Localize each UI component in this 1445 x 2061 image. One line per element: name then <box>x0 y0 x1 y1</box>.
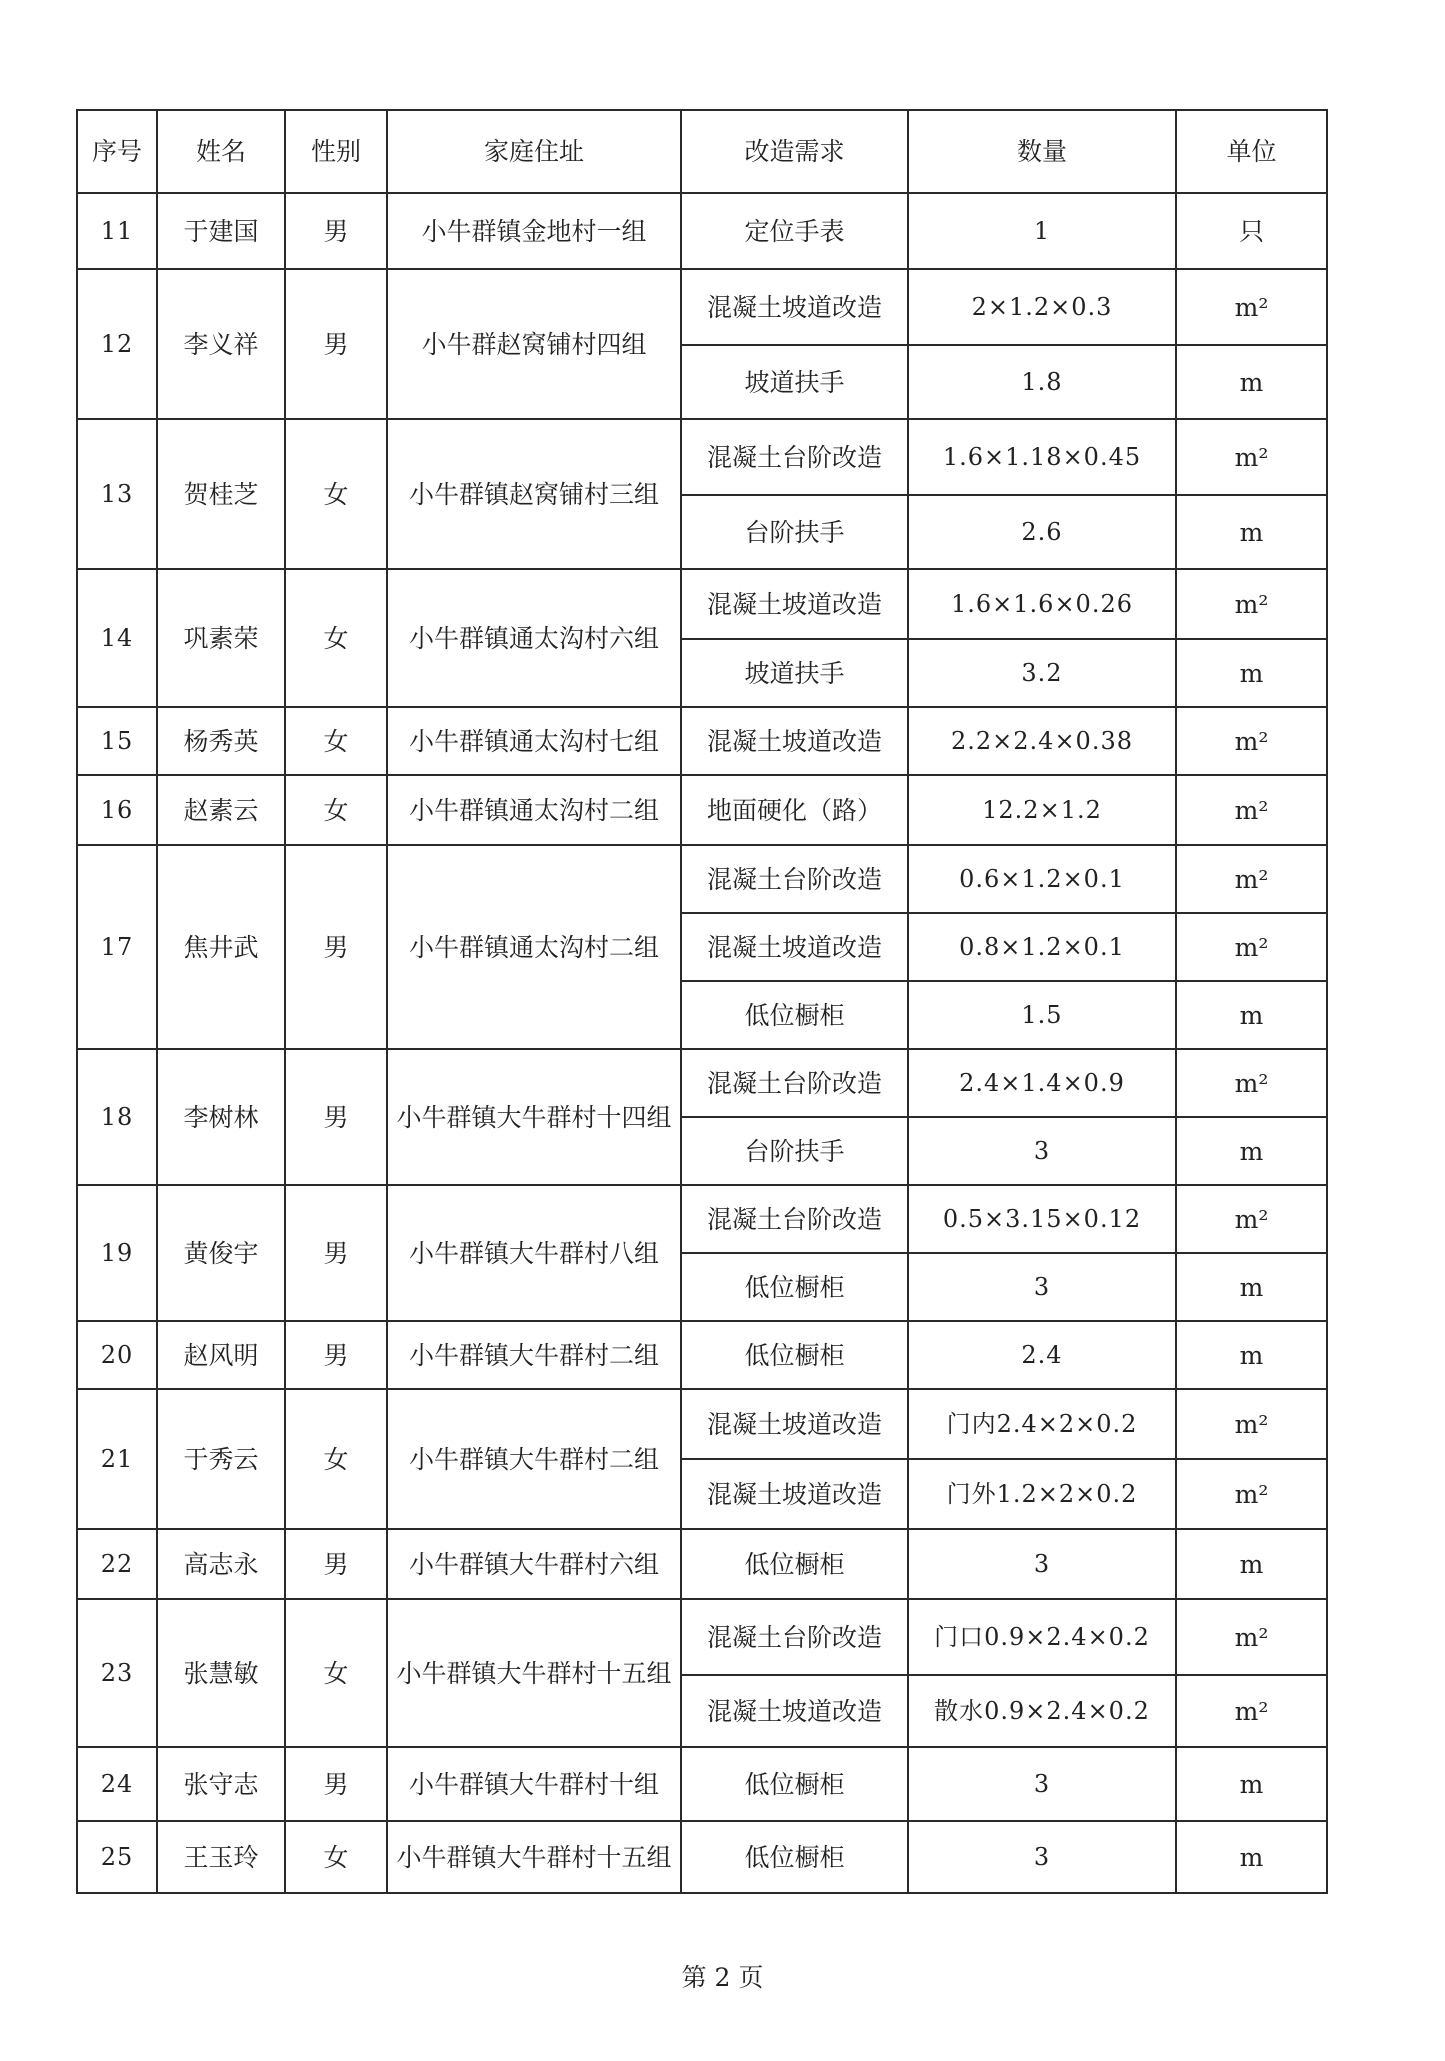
header-cell: 单位 <box>1176 110 1327 193</box>
name-cell: 于建国 <box>157 193 285 269</box>
gender-cell: 女 <box>285 569 387 707</box>
need-cell: 混凝土坡道改造 <box>681 1389 908 1459</box>
name-cell: 贺桂芝 <box>157 419 285 569</box>
gender-cell: 女 <box>285 775 387 845</box>
address-cell: 小牛群镇大牛群村八组 <box>387 1185 681 1321</box>
unit-cell: m <box>1176 1253 1327 1321</box>
unit-cell: m² <box>1176 1675 1327 1747</box>
need-cell: 台阶扶手 <box>681 495 908 569</box>
quantity-cell: 1.6×1.6×0.26 <box>908 569 1176 639</box>
address-cell: 小牛群镇大牛群村二组 <box>387 1321 681 1389</box>
need-cell: 混凝土坡道改造 <box>681 569 908 639</box>
table-row <box>77 1529 1327 1599</box>
row-number-cell: 21 <box>77 1389 157 1529</box>
name-cell: 张慧敏 <box>157 1599 285 1747</box>
gender-cell: 女 <box>285 1821 387 1893</box>
quantity-cell: 1.6×1.18×0.45 <box>908 419 1176 495</box>
row-number-cell: 13 <box>77 419 157 569</box>
row-number-cell: 19 <box>77 1185 157 1321</box>
gender-cell: 男 <box>285 845 387 1049</box>
quantity-cell: 2.4 <box>908 1321 1176 1389</box>
table-body <box>77 193 1327 1893</box>
table-row <box>77 775 1327 845</box>
quantity-cell: 散水0.9×2.4×0.2 <box>908 1675 1176 1747</box>
header-cell: 姓名 <box>157 110 285 193</box>
need-cell: 地面硬化（路） <box>681 775 908 845</box>
unit-cell: m² <box>1176 269 1327 345</box>
name-cell: 赵素云 <box>157 775 285 845</box>
address-cell: 小牛群镇大牛群村十组 <box>387 1747 681 1821</box>
quantity-cell: 0.5×3.15×0.12 <box>908 1185 1176 1253</box>
table-row <box>77 419 1327 495</box>
need-cell: 混凝土台阶改造 <box>681 1599 908 1675</box>
quantity-cell: 门外1.2×2×0.2 <box>908 1459 1176 1529</box>
quantity-cell: 2.4×1.4×0.9 <box>908 1049 1176 1117</box>
table-row <box>77 569 1327 639</box>
unit-cell: m² <box>1176 1049 1327 1117</box>
quantity-cell: 2×1.2×0.3 <box>908 269 1176 345</box>
gender-cell: 男 <box>285 1185 387 1321</box>
address-cell: 小牛群赵窝铺村四组 <box>387 269 681 419</box>
quantity-cell: 1.8 <box>908 345 1176 419</box>
quantity-cell: 1 <box>908 193 1176 269</box>
row-number-cell: 23 <box>77 1599 157 1747</box>
need-cell: 低位橱柜 <box>681 1747 908 1821</box>
header-cell: 数量 <box>908 110 1176 193</box>
quantity-cell: 0.8×1.2×0.1 <box>908 913 1176 981</box>
row-number-cell: 20 <box>77 1321 157 1389</box>
gender-cell: 男 <box>285 1747 387 1821</box>
table-row <box>77 1599 1327 1675</box>
table-row <box>77 845 1327 913</box>
name-cell: 李义祥 <box>157 269 285 419</box>
name-cell: 李树林 <box>157 1049 285 1185</box>
quantity-cell: 3 <box>908 1117 1176 1185</box>
unit-cell: m² <box>1176 1459 1327 1529</box>
need-cell: 低位橱柜 <box>681 1821 908 1893</box>
name-cell: 黄俊宇 <box>157 1185 285 1321</box>
need-cell: 低位橱柜 <box>681 981 908 1049</box>
unit-cell: m <box>1176 1529 1327 1599</box>
quantity-cell: 门内2.4×2×0.2 <box>908 1389 1176 1459</box>
quantity-cell: 3 <box>908 1821 1176 1893</box>
quantity-cell: 3 <box>908 1529 1176 1599</box>
gender-cell: 男 <box>285 1049 387 1185</box>
gender-cell: 男 <box>285 1321 387 1389</box>
header-cell: 序号 <box>77 110 157 193</box>
quantity-cell: 门口0.9×2.4×0.2 <box>908 1599 1176 1675</box>
row-number-cell: 17 <box>77 845 157 1049</box>
gender-cell: 男 <box>285 1529 387 1599</box>
unit-cell: m² <box>1176 1185 1327 1253</box>
quantity-cell: 3 <box>908 1253 1176 1321</box>
unit-cell: m <box>1176 1321 1327 1389</box>
need-cell: 混凝土坡道改造 <box>681 269 908 345</box>
header-cell: 性别 <box>285 110 387 193</box>
need-cell: 低位橱柜 <box>681 1253 908 1321</box>
need-cell: 混凝土台阶改造 <box>681 845 908 913</box>
page-number: 第 2 页 <box>681 1963 764 1992</box>
gender-cell: 女 <box>285 1599 387 1747</box>
address-cell: 小牛群镇大牛群村十五组 <box>387 1821 681 1893</box>
need-cell: 低位橱柜 <box>681 1321 908 1389</box>
address-cell: 小牛群镇通太沟村二组 <box>387 845 681 1049</box>
quantity-cell: 12.2×1.2 <box>908 775 1176 845</box>
row-number-cell: 12 <box>77 269 157 419</box>
quantity-cell: 0.6×1.2×0.1 <box>908 845 1176 913</box>
quantity-cell: 3.2 <box>908 639 1176 707</box>
table-row <box>77 1389 1327 1459</box>
quantity-cell: 3 <box>908 1747 1176 1821</box>
need-cell: 混凝土坡道改造 <box>681 1459 908 1529</box>
name-cell: 张守志 <box>157 1747 285 1821</box>
unit-cell: m <box>1176 1747 1327 1821</box>
address-cell: 小牛群镇金地村一组 <box>387 193 681 269</box>
header-cell: 家庭住址 <box>387 110 681 193</box>
gender-cell: 女 <box>285 1389 387 1529</box>
row-number-cell: 22 <box>77 1529 157 1599</box>
header-cell: 改造需求 <box>681 110 908 193</box>
header-row <box>77 110 1327 193</box>
need-cell: 混凝土台阶改造 <box>681 419 908 495</box>
address-cell: 小牛群镇赵窝铺村三组 <box>387 419 681 569</box>
row-number-cell: 16 <box>77 775 157 845</box>
need-cell: 坡道扶手 <box>681 345 908 419</box>
unit-cell: m <box>1176 1821 1327 1893</box>
name-cell: 赵风明 <box>157 1321 285 1389</box>
table-row <box>77 1185 1327 1253</box>
need-cell: 低位橱柜 <box>681 1529 908 1599</box>
row-number-cell: 11 <box>77 193 157 269</box>
unit-cell: m <box>1176 495 1327 569</box>
address-cell: 小牛群镇通太沟村七组 <box>387 707 681 775</box>
name-cell: 王玉玲 <box>157 1821 285 1893</box>
need-cell: 混凝土台阶改造 <box>681 1185 908 1253</box>
gender-cell: 女 <box>285 707 387 775</box>
need-cell: 台阶扶手 <box>681 1117 908 1185</box>
unit-cell: m² <box>1176 1389 1327 1459</box>
gender-cell: 男 <box>285 193 387 269</box>
name-cell: 杨秀英 <box>157 707 285 775</box>
table-row <box>77 1821 1327 1893</box>
unit-cell: m <box>1176 981 1327 1049</box>
quantity-cell: 2.2×2.4×0.38 <box>908 707 1176 775</box>
unit-cell: m² <box>1176 775 1327 845</box>
need-cell: 坡道扶手 <box>681 639 908 707</box>
table-row <box>77 1747 1327 1821</box>
address-cell: 小牛群镇大牛群村十五组 <box>387 1599 681 1747</box>
unit-cell: m² <box>1176 569 1327 639</box>
need-cell: 混凝土坡道改造 <box>681 707 908 775</box>
unit-cell: 只 <box>1176 193 1327 269</box>
address-cell: 小牛群镇大牛群村六组 <box>387 1529 681 1599</box>
table-row <box>77 269 1327 345</box>
address-cell: 小牛群镇通太沟村二组 <box>387 775 681 845</box>
quantity-cell: 2.6 <box>908 495 1176 569</box>
table-row <box>77 1321 1327 1389</box>
gender-cell: 女 <box>285 419 387 569</box>
address-cell: 小牛群镇通太沟村六组 <box>387 569 681 707</box>
row-number-cell: 25 <box>77 1821 157 1893</box>
quantity-cell: 1.5 <box>908 981 1176 1049</box>
name-cell: 焦井武 <box>157 845 285 1049</box>
table-row <box>77 1049 1327 1117</box>
need-cell: 混凝土台阶改造 <box>681 1049 908 1117</box>
name-cell: 于秀云 <box>157 1389 285 1529</box>
unit-cell: m² <box>1176 419 1327 495</box>
table-row <box>77 193 1327 269</box>
row-number-cell: 14 <box>77 569 157 707</box>
unit-cell: m² <box>1176 1599 1327 1675</box>
unit-cell: m <box>1176 1117 1327 1185</box>
unit-cell: m <box>1176 639 1327 707</box>
need-cell: 混凝土坡道改造 <box>681 913 908 981</box>
row-number-cell: 15 <box>77 707 157 775</box>
unit-cell: m² <box>1176 845 1327 913</box>
renovation-table <box>76 109 1328 1894</box>
row-number-cell: 24 <box>77 1747 157 1821</box>
table-row <box>77 707 1327 775</box>
name-cell: 高志永 <box>157 1529 285 1599</box>
need-cell: 混凝土坡道改造 <box>681 1675 908 1747</box>
name-cell: 巩素荣 <box>157 569 285 707</box>
unit-cell: m <box>1176 345 1327 419</box>
gender-cell: 男 <box>285 269 387 419</box>
need-cell: 定位手表 <box>681 193 908 269</box>
unit-cell: m² <box>1176 913 1327 981</box>
unit-cell: m² <box>1176 707 1327 775</box>
address-cell: 小牛群镇大牛群村十四组 <box>387 1049 681 1185</box>
address-cell: 小牛群镇大牛群村二组 <box>387 1389 681 1529</box>
row-number-cell: 18 <box>77 1049 157 1185</box>
